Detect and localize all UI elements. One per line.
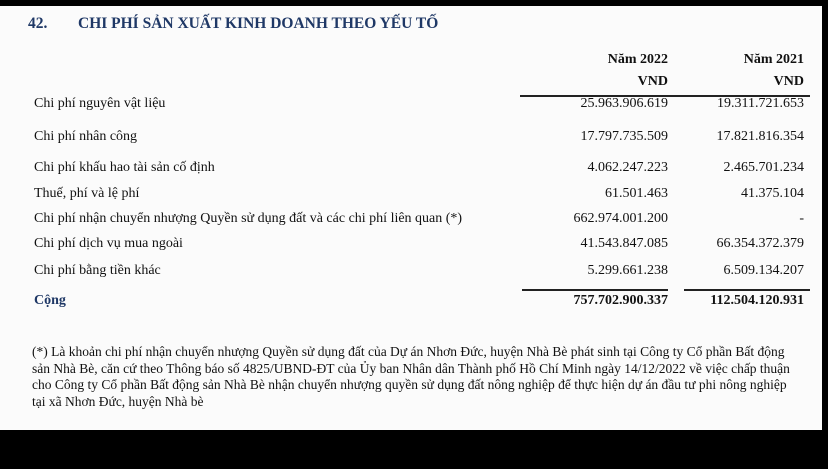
value-2022: 662.974.001.200	[573, 211, 668, 226]
column-unit-2021: VND	[773, 74, 804, 89]
column-year-2021: Năm 2021	[743, 52, 804, 67]
row-label: Thuế, phí và lệ phí	[34, 186, 140, 201]
column-year-2022: Năm 2022	[607, 52, 668, 67]
row-label: Chi phí nguyên vật liệu	[34, 96, 166, 111]
value-2022: 17.797.735.509	[580, 129, 668, 144]
total-divider-2022	[522, 289, 668, 291]
value-2021: 66.354.372.379	[716, 236, 804, 251]
value-2022: 25.963.906.619	[580, 96, 668, 111]
value-2022: 61.501.463	[605, 186, 668, 201]
total-divider-2021	[684, 289, 810, 291]
row-label: Chi phí nhân công	[34, 129, 138, 144]
row-label: Chi phí bằng tiền khác	[34, 263, 161, 278]
value-2021: -	[799, 211, 804, 226]
table-row	[0, 160, 822, 180]
table-row	[0, 211, 822, 231]
total-value-2022: 757.702.900.337	[573, 293, 668, 308]
value-2021: 41.375.104	[741, 186, 804, 201]
table-row	[0, 186, 822, 206]
table-row	[0, 129, 822, 149]
value-2021: 17.821.816.354	[716, 129, 804, 144]
row-label: Chi phí dịch vụ mua ngoài	[34, 236, 183, 251]
section-heading	[28, 15, 438, 33]
total-label: Cộng	[34, 293, 66, 308]
table-row	[0, 263, 822, 283]
total-row	[0, 293, 822, 313]
table-row	[0, 236, 822, 256]
value-2021: 2.465.701.234	[723, 160, 804, 175]
column-unit-2022: VND	[637, 74, 668, 89]
value-2022: 5.299.661.238	[587, 263, 668, 278]
section-number: 42.	[28, 15, 48, 32]
row-label: Chi phí khấu hao tài sản cố định	[34, 160, 215, 175]
value-2022: 41.543.847.085	[580, 236, 668, 251]
document-page	[0, 6, 822, 430]
row-label: Chi phí nhận chuyển nhượng Quyền sử dụng đất và các chi phí liên quan (*)	[34, 211, 463, 226]
black-border	[0, 436, 828, 469]
table-row	[0, 96, 822, 116]
total-value-2021: 112.504.120.931	[710, 293, 804, 308]
value-2021: 6.509.134.207	[723, 263, 804, 278]
section-title: CHI PHÍ SẢN XUẤT KINH DOANH THEO YẾU TỐ	[78, 15, 439, 32]
value-2022: 4.062.247.223	[587, 160, 668, 175]
footnote: (*) Là khoản chi phí nhận chuyển nhượng Quyền sử dụng đất của Dự án Nhơn Đức, huyện Nhà Bè phát sinh tại Công ty Cổ phần Bất động sản Nhà Bè, căn cứ theo Thông báo số 4825/UBND-ĐT của Ủy ban Nhân dân Thành phố Hồ Chí Minh ngày 14/12/2022 về việc chấp thuận cho Công ty Cổ phần Bất động sản Nhà Bè nhận chuyển nhượng quyền sử dụng đất nông nghiệp để thực hiện dự án đầu tư phi nông nghiệp tại xã Nhơn Đức, huyện Nhà bè	[32, 344, 790, 409]
value-2021: 19.311.721.653	[717, 96, 804, 111]
